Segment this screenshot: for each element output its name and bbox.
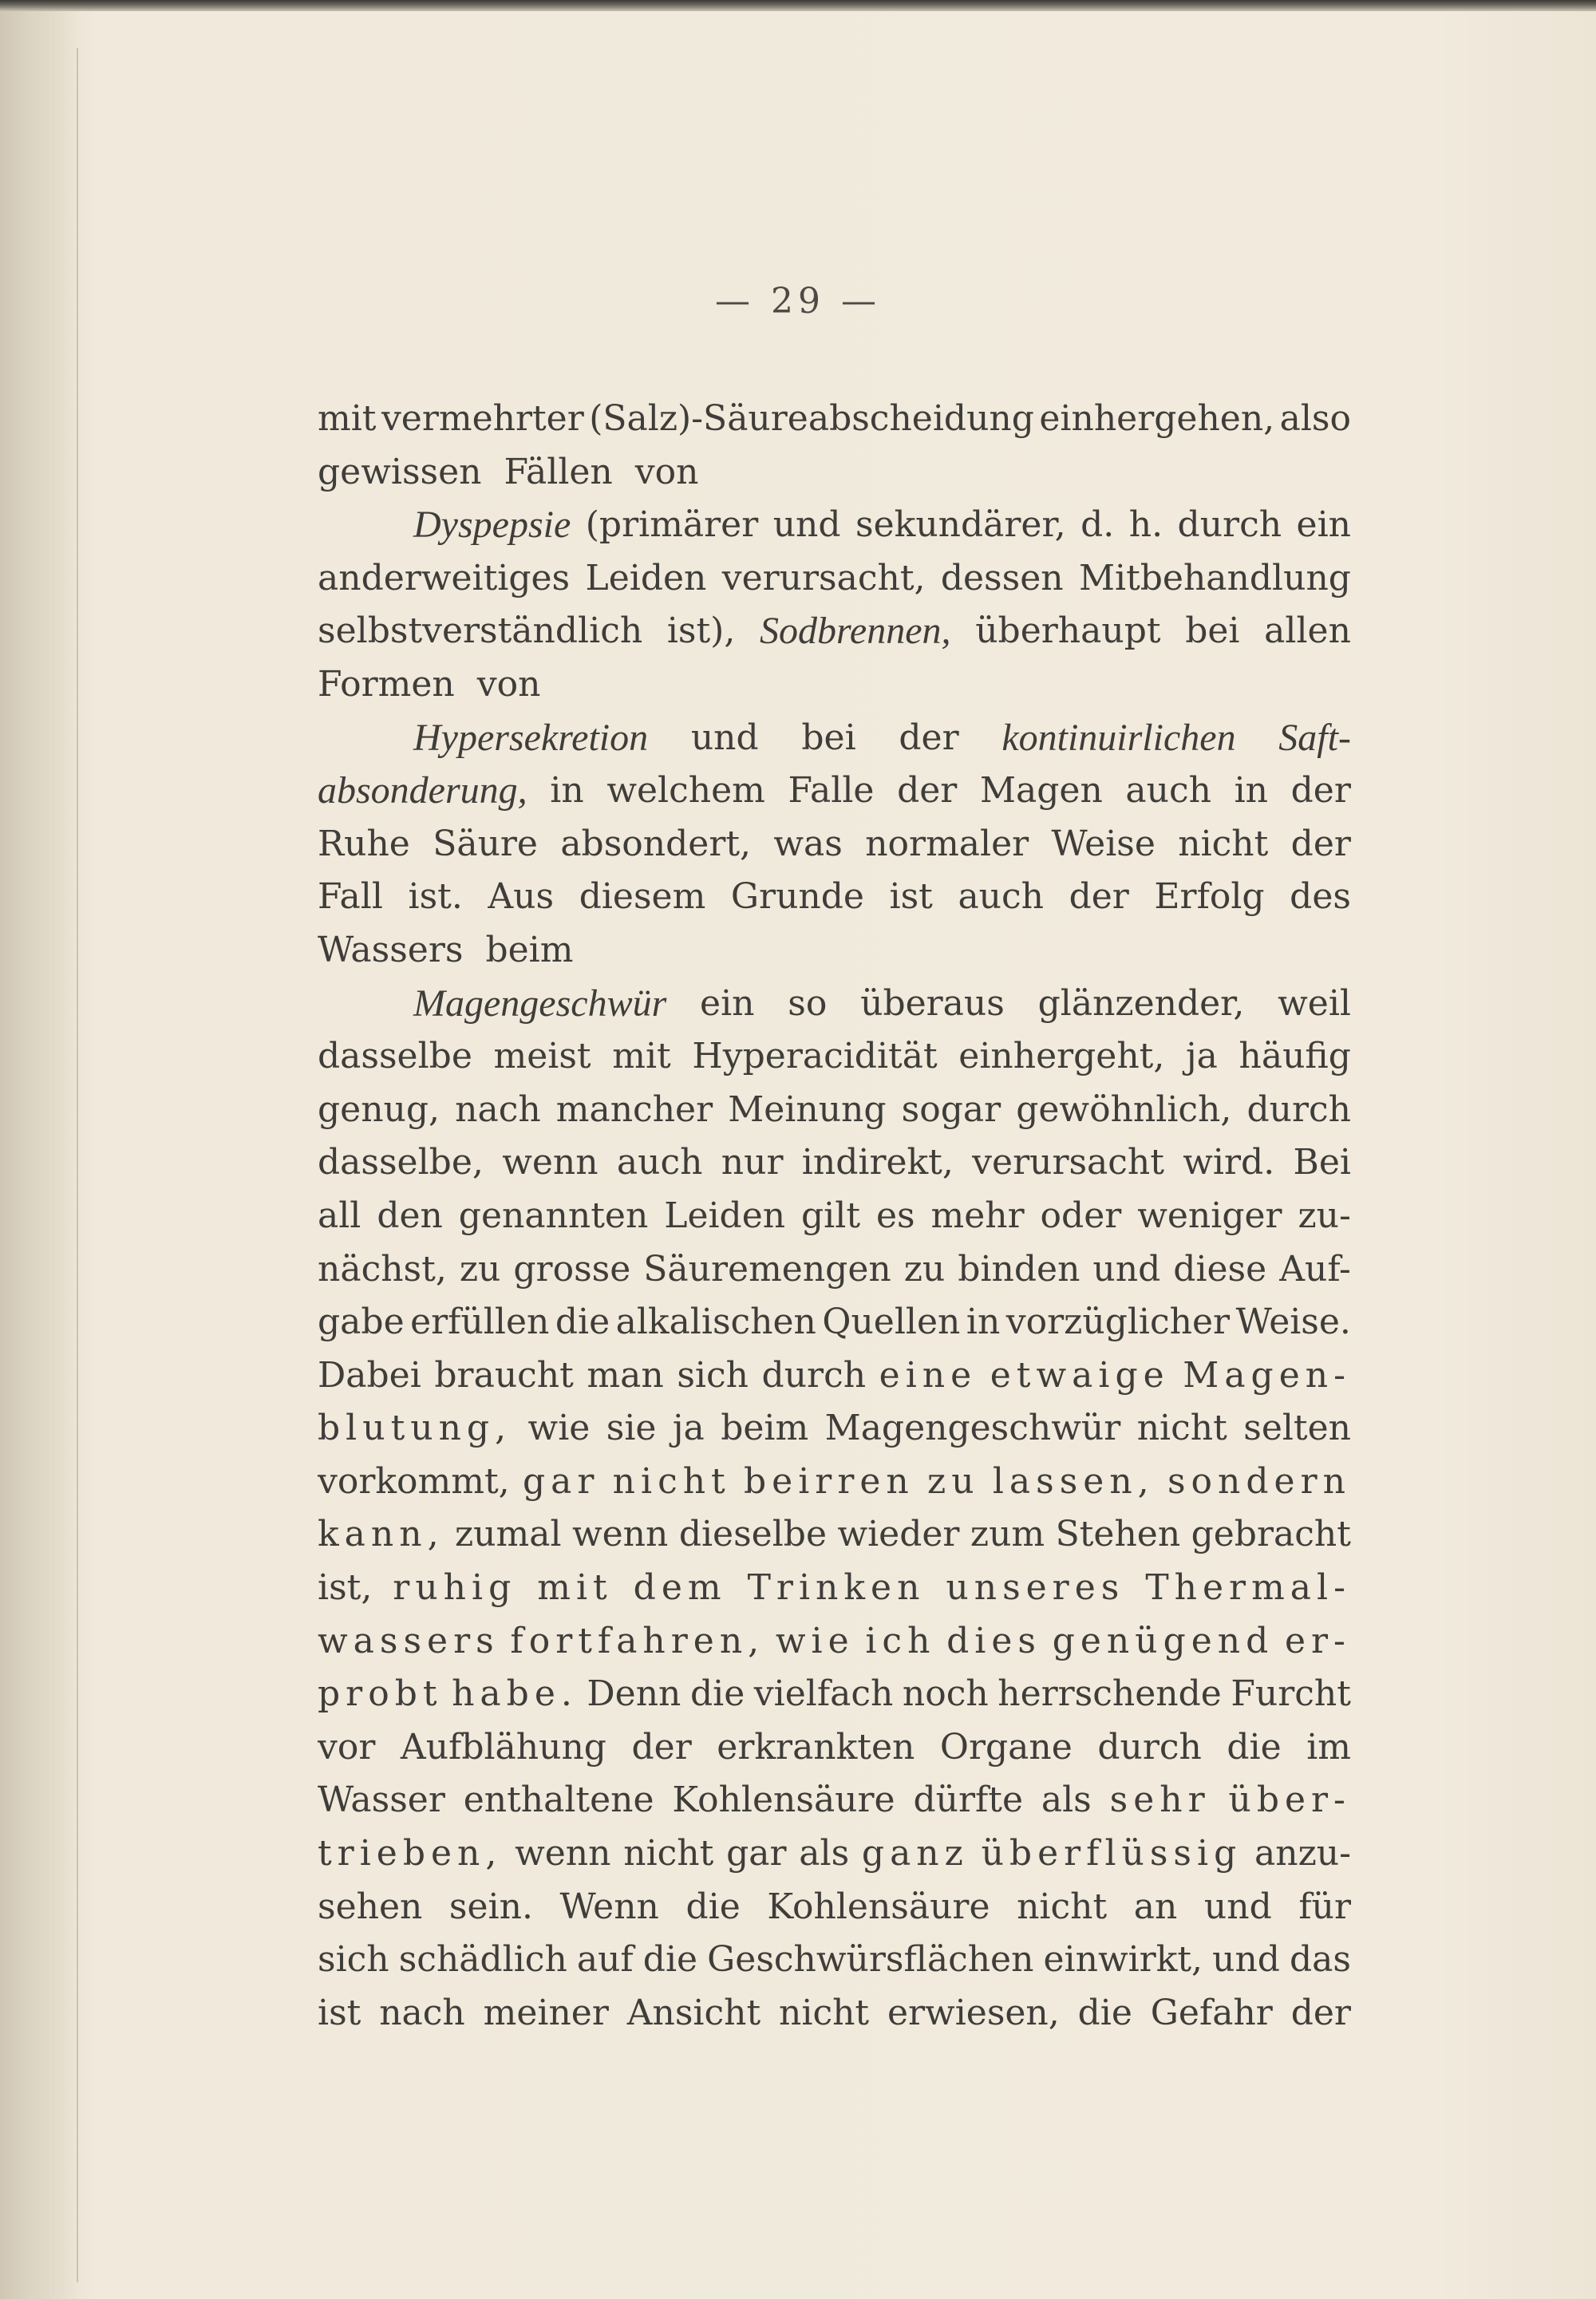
page-number: — 29 —: [715, 281, 881, 322]
text-line: dasselbe meist mit Hyperacidität einhergeht, ja häufig: [318, 1036, 1351, 1077]
text-line: wassers fortfahren, wie ich dies genügend er-: [318, 1620, 1351, 1661]
term-absonderung: absonderung,: [318, 769, 527, 812]
text-line: Dabei braucht man sich durch eine etwaige Magen-: [318, 1354, 1351, 1396]
text-line: gabe erfüllen die alkalischen Quellen in vorzüglicher Weise.: [318, 1302, 1351, 1343]
text-line: all den genannten Leiden gilt es mehr oder weniger zu-: [318, 1195, 1351, 1236]
text-line: trieben, wenn nicht gar als ganz überflüssig anzu-: [318, 1833, 1351, 1874]
text-line: anderweitiges Leiden verursacht, dessen Mitbehandlung: [318, 557, 1351, 598]
text-line: sich schädlich auf die Geschwürsflächen einwirkt, und das: [318, 1939, 1351, 1981]
binding-gutter: [0, 11, 80, 2299]
text-line: dasselbe, wenn auch nur indirekt, verursacht wird. Bei: [318, 1142, 1351, 1183]
text-line: selbstverständlich ist), Sodbrennen, überhaupt bei allen: [318, 605, 1351, 658]
text-line: genug, nach mancher Meinung sogar gewöhnlich, durch: [318, 1088, 1351, 1130]
text-line: Dyspepsie (primärer und sekundärer, d. h. durch ein: [318, 499, 1351, 552]
page-top-edge: [0, 0, 1596, 11]
text-line: Hypersekretion und bei der kontinuirlichen Saft-: [318, 712, 1351, 765]
text-line: mit vermehrter (Salz)-Säureabscheidung einhergehen, also: [318, 398, 1351, 439]
term-kontinuirlichen: kontinuirlichen: [1001, 716, 1236, 759]
term-dyspepsie: Dyspepsie: [413, 504, 571, 547]
term-sodbrennen: Sodbrennen,: [760, 610, 951, 653]
text-line: ist nach meiner Ansicht nicht erwiesen, die Gefahr der: [318, 1992, 1351, 2033]
text-line: ist, ruhig mit dem Trinken unseres Thermal-: [318, 1567, 1351, 1609]
text-line: blutung, wie sie ja beim Magengeschwür nicht selten: [318, 1408, 1351, 1449]
text-line: nächst, zu grosse Säuremengen zu binden und diese Auf-: [318, 1248, 1351, 1290]
text-line: Wassers beim: [318, 929, 574, 970]
text-line: absonderung, in welchem Falle der Magen auch in der: [318, 764, 1351, 818]
binding-line: [77, 48, 78, 2282]
text-line: Ruhe Säure absondert, was normaler Weise nicht der: [318, 823, 1351, 864]
text-line: Wasser enthaltene Kohlensäure dürfte als sehr über-: [318, 1780, 1351, 1821]
term-saft: Saft-: [1278, 716, 1351, 759]
text-line: gewissen Fällen von: [318, 451, 699, 492]
text-line: probt habe. Denn die vielfach noch herrschende Furcht: [318, 1673, 1351, 1715]
term-magengeschwuer: Magengeschwür: [413, 982, 667, 1025]
text-line: vorkommt, gar nicht beirren zu lassen, sondern: [318, 1460, 1351, 1502]
text-line: kann, zumal wenn dieselbe wieder zum Stehen gebracht: [318, 1514, 1351, 1555]
term-hypersekretion: Hypersekretion: [413, 716, 649, 759]
body-text: [318, 393, 1351, 2040]
text-line: Fall ist. Aus diesem Grunde ist auch der Erfolg des: [318, 876, 1351, 918]
text-line: vor Aufblähung der erkrankten Organe durch die im: [318, 1726, 1351, 1768]
text-line: Formen von: [318, 663, 541, 705]
text-line: sehen sein. Wenn die Kohlensäure nicht an und für: [318, 1886, 1351, 1927]
text-line: Magengeschwür ein so überaus glänzender, weil: [318, 978, 1351, 1031]
